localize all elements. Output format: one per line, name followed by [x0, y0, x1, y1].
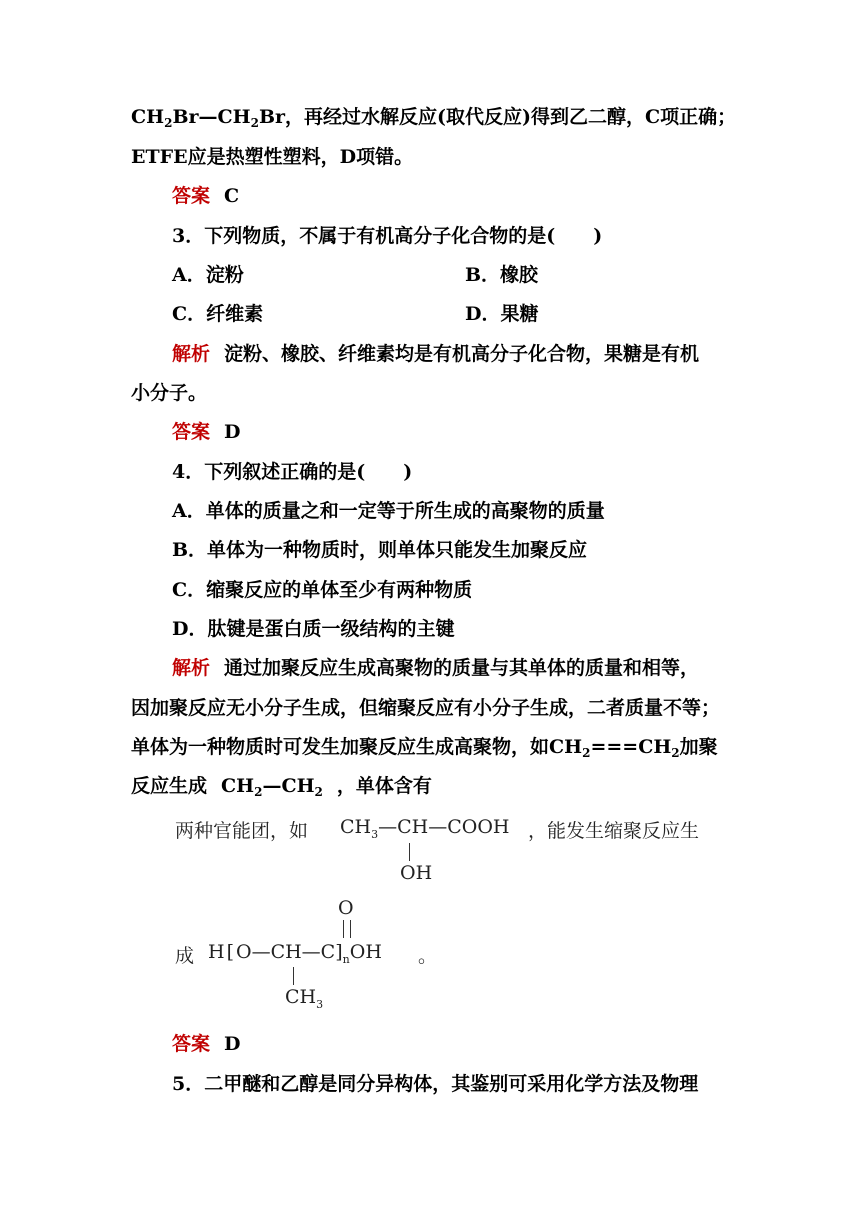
formula-text: CH [221, 775, 255, 797]
option-3d [465, 301, 538, 327]
explanation-text: ，单体含有 [336, 775, 432, 797]
option-text: B．单体为一种物质时，则单体只能发生加聚反应 [172, 539, 588, 561]
line-text: Br，再经过水解反应(取代反应)得到乙二醇，C项正确； [258, 106, 737, 128]
explanation-label: 解析 [172, 343, 211, 365]
answer-line-1 [172, 183, 239, 209]
question-5 [172, 1071, 698, 1097]
explanation-4-line2 [131, 695, 720, 721]
subscript: 2 [314, 785, 323, 799]
scan-text: 两种官能团，如 [175, 820, 309, 842]
formula-text: Br—CH [172, 106, 251, 128]
scan-text-1b [528, 816, 699, 843]
explanation-text: 通过加聚反应生成高聚物的质量与其单体的质量和相等， [224, 657, 700, 679]
polylactic-formula: H [ $O—CH—C]_nOH$ [208, 941, 382, 966]
text-line-1 [131, 104, 736, 132]
question-text: 3．下列物质，不属于有机高分子化合物的是( ) [172, 225, 603, 247]
explanation-text: 反应生成 [131, 775, 208, 797]
text-line-2 [131, 144, 413, 170]
formula-part: OH [400, 862, 433, 884]
formula-part: —CH—COOH [378, 816, 510, 838]
question-text: 4．下列叙述正确的是( ) [172, 461, 413, 483]
explanation-text: 淀粉、橡胶、纤维素均是有机高分子化合物，果糖是有机 [224, 343, 700, 365]
option-3a [172, 262, 244, 288]
scan-text-2b [418, 941, 437, 968]
answer-value: D [224, 1033, 241, 1055]
answer-label: 答案 [172, 421, 211, 443]
poly-bond-vertical [293, 967, 294, 985]
option-4d [172, 616, 454, 642]
explanation-4 [172, 655, 699, 681]
lactic-bond-vertical [409, 843, 410, 861]
question-3 [172, 223, 602, 249]
option-text: D．果糖 [465, 303, 539, 325]
formula-part: O [338, 897, 354, 919]
option-text: B．橡胶 [465, 264, 539, 286]
answer-line-4 [172, 1031, 241, 1057]
explanation-4-line4 [131, 773, 432, 801]
option-text: A．单体的质量之和一定等于所生成的高聚物的质量 [172, 500, 605, 522]
answer-value: D [224, 421, 241, 443]
scan-text: 。 [418, 945, 438, 967]
double-bond: ===CH [590, 736, 672, 758]
option-4b [172, 537, 587, 563]
explanation-text: 小分子。 [131, 382, 208, 404]
poly-top-o [338, 897, 354, 919]
poly-double-bond [343, 920, 351, 938]
subscript: 3 [371, 828, 379, 841]
formula-ch: CH [131, 106, 165, 128]
option-text: D．肽键是蛋白质一级结构的主键 [172, 618, 455, 640]
explanation-4-line3 [131, 734, 718, 762]
scan-text-2 [175, 941, 194, 968]
scan-text: 成 [175, 945, 195, 967]
lactic-acid-formula [340, 816, 510, 841]
option-3b [465, 262, 538, 288]
formula-text: —CH [262, 775, 315, 797]
formula-part: O—CH—C [236, 941, 336, 963]
answer-label: 答案 [172, 185, 211, 207]
option-text: A．淀粉 [172, 264, 244, 286]
formula-part: CH [340, 816, 372, 838]
answer-value: C [224, 185, 240, 207]
subscript: 2 [164, 116, 173, 130]
option-3c [172, 301, 263, 327]
line-text: ETFE应是热塑性塑料，D项错。 [131, 146, 414, 168]
option-text: C．纤维素 [172, 303, 264, 325]
lactic-oh [400, 862, 432, 884]
formula-part: OH [349, 941, 382, 963]
formula-part: CH [285, 986, 317, 1008]
answer-line-3 [172, 419, 241, 445]
explanation-text: 加聚 [679, 736, 718, 758]
subscript: 2 [582, 746, 591, 760]
subscript: 2 [250, 116, 259, 130]
poly-ch3 [285, 986, 324, 1011]
option-4c [172, 577, 472, 603]
subscript: 2 [671, 746, 680, 760]
explanation-text: 单体为一种物质时可发生加聚反应生成高聚物，如CH [131, 736, 583, 758]
explanation-label: 解析 [172, 657, 211, 679]
answer-label: 答案 [172, 1033, 211, 1055]
question-text: 5．二甲醚和乙醇是同分异构体，其鉴别可采用化学方法及物理 [172, 1073, 699, 1095]
scan-text: ，能发生缩聚反应生 [528, 820, 700, 842]
question-4 [172, 459, 412, 485]
subscript: n [342, 953, 350, 966]
subscript: 3 [316, 998, 324, 1011]
option-4a [172, 498, 605, 524]
explanation-3 [172, 341, 699, 367]
scan-text-1 [175, 816, 308, 843]
option-text: C．缩聚反应的单体至少有两种物质 [172, 579, 473, 601]
formula-part: H [208, 941, 225, 963]
explanation-3-cont [131, 380, 207, 406]
explanation-text: 因加聚反应无小分子生成，但缩聚反应有小分子生成，二者质量不等； [131, 697, 721, 719]
subscript: 2 [254, 785, 263, 799]
